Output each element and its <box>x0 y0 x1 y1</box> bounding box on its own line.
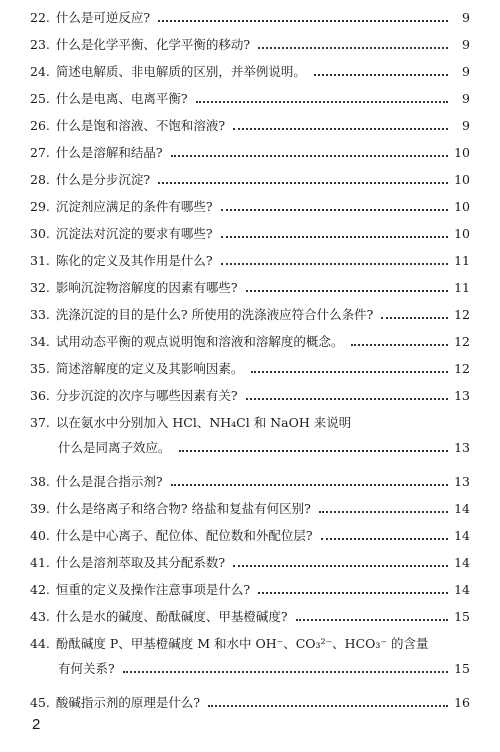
dot-leader <box>123 670 448 673</box>
toc-entry-row <box>30 528 470 544</box>
toc-entry-title: 简述电解质、非电解质的区别，并举例说明。 <box>55 64 306 79</box>
toc-entry-title: 分步沉淀的次序与哪些因素有关? <box>55 388 238 403</box>
dot-leader <box>321 537 448 540</box>
toc-entry-title-continued: 什么是同离子效应。 <box>58 440 171 455</box>
toc-entry-page: 12 <box>454 307 470 322</box>
dot-leader <box>179 449 448 452</box>
dot-leader <box>246 289 448 292</box>
dot-leader <box>233 127 448 130</box>
toc-entry-number: 23. <box>30 37 50 52</box>
toc-entry-number: 25. <box>30 91 50 106</box>
toc-entry-title: 酚酞碱度 P、甲基橙碱度 M 和水中 OH⁻、CO₃²⁻、HCO₃⁻ 的含量 <box>55 636 429 651</box>
toc-entry <box>30 10 470 26</box>
toc-entry <box>30 528 470 544</box>
toc-entry-number: 35. <box>30 361 50 376</box>
toc-entry-number: 43. <box>30 609 50 624</box>
toc-entry <box>30 280 470 296</box>
toc-entry-title: 简述溶解度的定义及其影响因素。 <box>55 361 244 376</box>
dot-leader <box>319 510 448 513</box>
toc-entry-title: 沉淀剂应满足的条件有哪些? <box>55 199 213 214</box>
toc-entry-row <box>30 172 470 188</box>
toc-entry-page: 15 <box>454 609 470 624</box>
toc-entry-number: 39. <box>30 501 50 516</box>
toc-entry-row <box>30 361 470 377</box>
toc-entry-page: 13 <box>454 440 470 455</box>
toc-entry-row <box>30 91 470 107</box>
toc-entry <box>30 118 470 134</box>
toc-entry-title: 什么是溶剂萃取及其分配系数? <box>55 555 226 570</box>
toc-entry-title: 洗涤沉淀的目的是什么? 所使用的洗涤液应符合什么条件? <box>55 307 374 322</box>
toc-entry-number: 30. <box>30 226 50 241</box>
toc-entry-page: 14 <box>454 528 470 543</box>
toc-entry-row <box>30 582 470 598</box>
toc-entry-row <box>30 10 470 26</box>
toc-entry <box>30 145 470 161</box>
toc-entry-title: 什么是络离子和络合物? 络盐和复盐有何区别? <box>55 501 311 516</box>
toc-entry-page: 13 <box>454 474 470 489</box>
toc-entry-page: 10 <box>454 145 470 160</box>
toc-entry-number: 41. <box>30 555 50 570</box>
toc-entry-number: 24. <box>30 64 50 79</box>
toc-entry <box>30 609 470 625</box>
toc-entry-page: 11 <box>454 253 470 268</box>
toc-entry-page: 12 <box>454 361 470 376</box>
dot-leader <box>221 262 448 265</box>
toc-entry <box>30 253 470 269</box>
toc-entry-title: 什么是混合指示剂? <box>55 474 163 489</box>
toc-entry-title: 什么是电离、电离平衡? <box>55 91 188 106</box>
dot-leader <box>251 370 448 373</box>
toc-entry-number: 36. <box>30 388 50 403</box>
toc-entry-number: 40. <box>30 528 50 543</box>
toc-entry <box>30 172 470 188</box>
toc-entry-title-continued: 有何关系? <box>58 661 115 676</box>
toc-entry-number: 32. <box>30 280 50 295</box>
toc-entry <box>30 415 470 456</box>
toc-entry-title: 沉淀法对沉淀的要求有哪些? <box>55 226 213 241</box>
toc-entry-number: 42. <box>30 582 50 597</box>
dot-leader <box>258 46 448 49</box>
toc-entry-page: 14 <box>454 555 470 570</box>
toc-entry-title: 什么是溶解和结晶? <box>55 145 163 160</box>
toc-entry-row <box>30 307 470 323</box>
toc-entry-title: 什么是中心离子、配位体、配位数和外配位层? <box>55 528 313 543</box>
toc-entry-title: 试用动态平衡的观点说明饱和溶液和溶解度的概念。 <box>55 334 344 349</box>
toc-entry-page: 13 <box>454 388 470 403</box>
dot-leader <box>221 235 448 238</box>
toc-entry-page: 9 <box>462 118 470 133</box>
toc-entry-row <box>30 64 470 80</box>
toc-entry-number: 38. <box>30 474 50 489</box>
toc-entry-row <box>30 440 470 456</box>
toc-entry-number: 28. <box>30 172 50 187</box>
toc-entry-title: 什么是化学平衡、化学平衡的移动? <box>55 37 251 52</box>
dot-leader <box>171 154 448 157</box>
dot-leader <box>221 208 448 211</box>
toc-entry-page: 14 <box>454 501 470 516</box>
toc-entry-page: 11 <box>454 280 470 295</box>
toc-entry <box>30 334 470 350</box>
dot-leader <box>158 19 448 22</box>
toc-entry-number: 33. <box>30 307 50 322</box>
toc-entry-title: 什么是水的碱度、酚酞碱度、甲基橙碱度? <box>55 609 288 624</box>
toc-entry <box>30 91 470 107</box>
toc-entry-number: 26. <box>30 118 50 133</box>
toc-entry-page: 9 <box>462 91 470 106</box>
toc-entry-title: 什么是可逆反应? <box>55 10 151 25</box>
toc-entry-row <box>30 37 470 53</box>
toc-entry-number: 31. <box>30 253 50 268</box>
toc-entry <box>30 361 470 377</box>
dot-leader <box>208 704 448 707</box>
dot-leader <box>314 73 448 76</box>
toc-entry-title: 以在氨水中分别加入 HCl、NH₄Cl 和 NaOH 来说明 <box>55 415 352 430</box>
toc-entry-row <box>30 253 470 269</box>
toc-entry-row <box>30 280 470 296</box>
toc-entry-number: 44. <box>30 636 50 651</box>
toc-entry-row <box>30 388 470 404</box>
toc-entry-number: 34. <box>30 334 50 349</box>
toc-entry-title: 恒重的定义及操作注意事项是什么? <box>55 582 251 597</box>
page-number: 2 <box>32 716 41 733</box>
toc-entry-title: 陈化的定义及其作用是什么? <box>55 253 213 268</box>
toc-entry-row <box>30 118 470 134</box>
dot-leader <box>351 343 448 346</box>
toc-entry-row <box>30 609 470 625</box>
toc-entry-row <box>30 695 470 711</box>
toc-entry-row <box>30 636 470 652</box>
toc-entry <box>30 388 470 404</box>
toc-entry-number: 45. <box>30 695 50 710</box>
toc-entry-page: 10 <box>454 226 470 241</box>
toc-entry <box>30 582 470 598</box>
toc-entry <box>30 636 470 677</box>
toc-entry-number: 29. <box>30 199 50 214</box>
dot-leader <box>246 397 448 400</box>
dot-leader <box>296 618 448 621</box>
toc-entry <box>30 37 470 53</box>
toc-entry <box>30 695 470 711</box>
dot-leader <box>196 100 448 103</box>
toc-entry <box>30 555 470 571</box>
toc-entry-row <box>30 661 470 677</box>
toc-entry-title: 什么是饱和溶液、不饱和溶液? <box>55 118 226 133</box>
toc-entry-number: 27. <box>30 145 50 160</box>
dot-leader <box>381 316 448 319</box>
toc-entry-page: 9 <box>462 37 470 52</box>
toc-entry-title: 酸碱指示剂的原理是什么? <box>55 695 201 710</box>
toc-entry <box>30 226 470 242</box>
toc-entry-row <box>30 555 470 571</box>
toc-entry-title: 影响沉淀物溶解度的因素有哪些? <box>55 280 238 295</box>
dot-leader <box>158 181 448 184</box>
toc-entry-row <box>30 145 470 161</box>
toc-entry-page: 10 <box>454 199 470 214</box>
toc-entry <box>30 474 470 490</box>
toc-entry <box>30 64 470 80</box>
toc-entry-page: 12 <box>454 334 470 349</box>
toc-entry <box>30 199 470 215</box>
toc-entry-row <box>30 199 470 215</box>
toc-entry-page: 10 <box>454 172 470 187</box>
toc-entry-page: 9 <box>462 64 470 79</box>
toc-entry-page: 15 <box>454 661 470 676</box>
toc-entry-page: 14 <box>454 582 470 597</box>
toc-entry-row <box>30 474 470 490</box>
toc-entry <box>30 501 470 517</box>
toc-entry-page: 9 <box>462 10 470 25</box>
toc-entry-row <box>30 415 470 431</box>
dot-leader <box>171 483 448 486</box>
toc-entry-row <box>30 501 470 517</box>
toc-entry-row <box>30 334 470 350</box>
toc-entry-title: 什么是分步沉淀? <box>55 172 151 187</box>
toc-entry-number: 22. <box>30 10 50 25</box>
toc-entry-row <box>30 226 470 242</box>
dot-leader <box>233 564 448 567</box>
dot-leader <box>258 591 448 594</box>
toc-entry-number: 37. <box>30 415 50 430</box>
toc-entry-page: 16 <box>454 695 470 710</box>
toc-entry <box>30 307 470 323</box>
